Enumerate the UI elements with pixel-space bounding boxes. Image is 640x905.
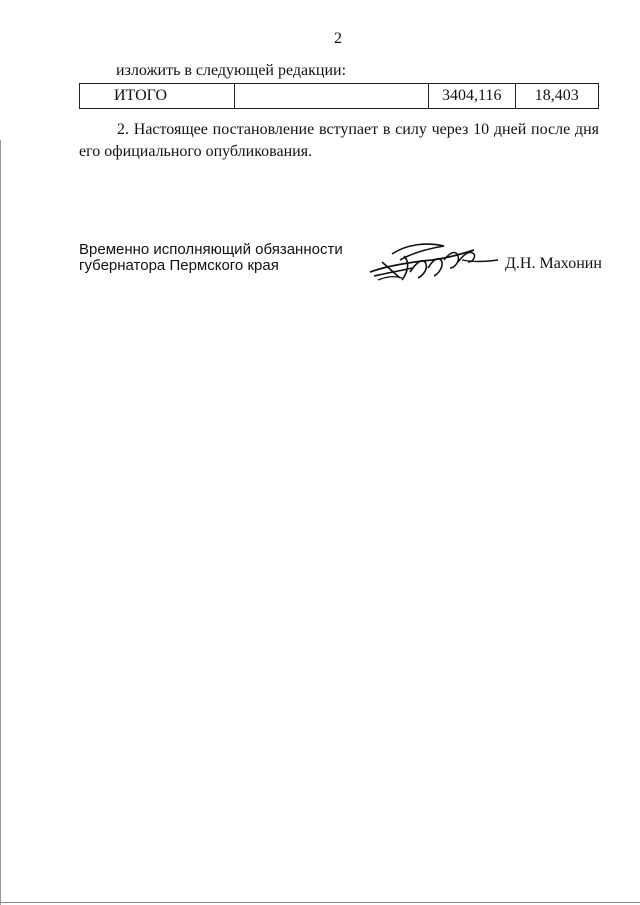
scan-edge-left xyxy=(0,140,1,905)
total-value-2-cell: 18,403 xyxy=(515,84,598,109)
total-label-cell: ИТОГО xyxy=(80,84,235,109)
table-row xyxy=(80,84,599,109)
signatory-name: Д.Н. Махонин xyxy=(505,255,602,272)
handwritten-signature xyxy=(352,232,502,288)
empty-cell xyxy=(234,84,428,109)
total-value-1-cell: 3404,116 xyxy=(428,84,515,109)
page-number: 2 xyxy=(334,30,342,47)
intro-text: изложить в следующей редакции: xyxy=(116,62,347,79)
scan-edge-bottom xyxy=(0,902,640,903)
signatory-title xyxy=(79,242,343,274)
signatory-title-line-1: Временно исполняющий обязанности xyxy=(79,241,343,258)
signatory-title-line-2: губернатора Пермского края xyxy=(79,257,279,274)
paragraph-2: 2. Настоящее постановление вступает в силу через 10 дней после дня его официального опубликования. xyxy=(79,121,599,160)
total-table xyxy=(79,83,599,109)
